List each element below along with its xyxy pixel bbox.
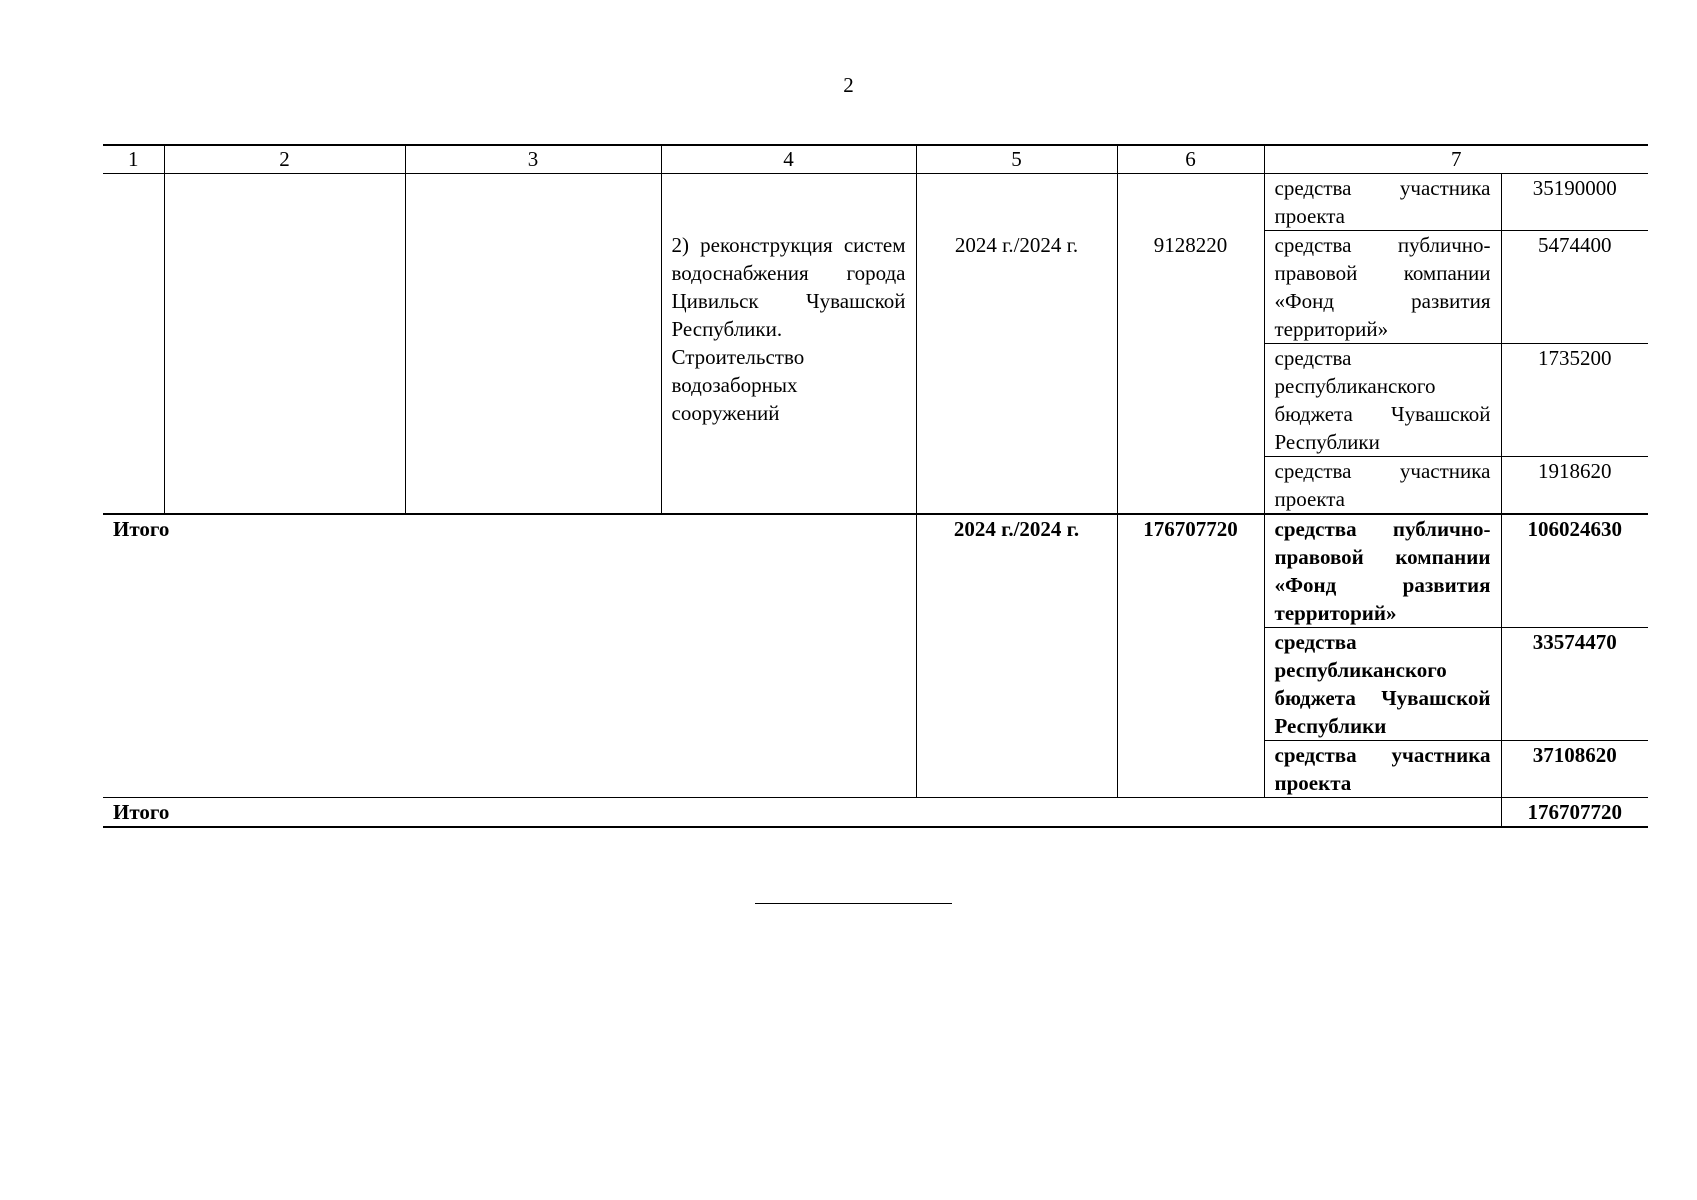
funding-table: [103, 144, 1648, 828]
table-row: [103, 174, 1648, 231]
col-number-6: 6: [1117, 145, 1264, 174]
col-number-1: 1: [103, 145, 164, 174]
subtotal-amount: 106024630: [1501, 514, 1648, 628]
subtotal-row: [103, 514, 1648, 628]
subtotal-source: средства публично-правовой компании «Фонд развития территорий»: [1264, 514, 1501, 628]
implementation-period: 2024 г./2024 г.: [916, 231, 1117, 515]
column-numbers-row: [103, 145, 1648, 174]
col-number-2: 2: [164, 145, 405, 174]
subtotal-source: средства участника проекта: [1264, 741, 1501, 798]
subtotal-amount: 37108620: [1501, 741, 1648, 798]
object-description: 2) реконструкция систем водоснабжения города Цивильск Чувашской Республики. Строительство водозаборных сооружений: [661, 231, 916, 515]
col-number-3: 3: [405, 145, 661, 174]
funding-source: средства публично-правовой компании «Фонд развития территорий»: [1264, 231, 1501, 344]
subtotal-amount: 33574470: [1501, 628, 1648, 741]
grand-total-amount: 176707720: [1501, 798, 1648, 828]
col-number-5: 5: [916, 145, 1117, 174]
grand-total-row: [103, 798, 1648, 828]
col-number-4: 4: [661, 145, 916, 174]
page-number: 2: [843, 73, 854, 97]
subtotal-label: Итого: [103, 514, 916, 798]
grand-total-label: Итого: [103, 798, 1501, 828]
end-of-document-line: [755, 903, 952, 904]
subtotal-total: 176707720: [1117, 514, 1264, 798]
funding-amount: 1918620: [1501, 457, 1648, 515]
funding-source: средства участника проекта: [1264, 174, 1501, 231]
funding-amount: 1735200: [1501, 344, 1648, 457]
funding-amount: 5474400: [1501, 231, 1648, 344]
object-total-cost: 9128220: [1117, 231, 1264, 515]
subtotal-period: 2024 г./2024 г.: [916, 514, 1117, 798]
subtotal-source: средства республиканского бюджета Чувашской Республики: [1264, 628, 1501, 741]
funding-amount: 35190000: [1501, 174, 1648, 231]
funding-source: средства республиканского бюджета Чувашской Республики: [1264, 344, 1501, 457]
col-number-7: 7: [1264, 145, 1648, 174]
funding-source: средства участника проекта: [1264, 457, 1501, 515]
